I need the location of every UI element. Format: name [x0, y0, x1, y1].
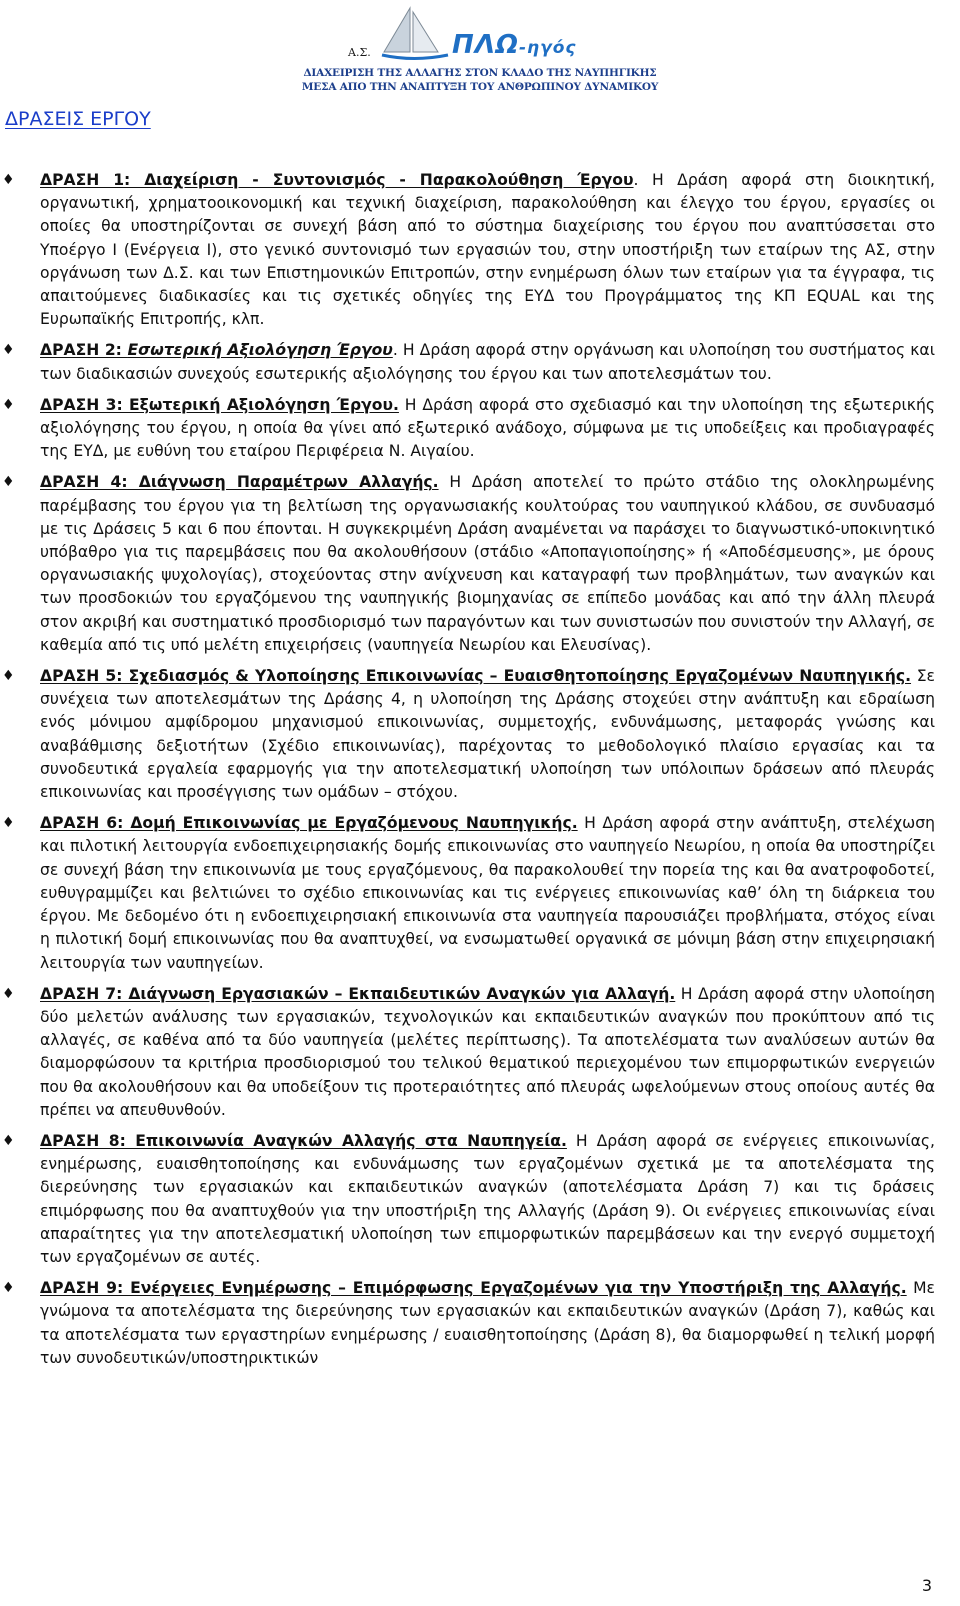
- diamond-bullet-icon: ♦: [2, 172, 15, 188]
- action-description: Η Δράση αφορά στην ανάπτυξη, στελέχωση και πιλοτική λειτουργία ενδοεπιχειρησιακής δομής επικοινωνίας στο ναυπηγείο Νεωρίου, η οποία θα υποστηρίζει σε συνεχή βάση την επικοινωνία με τους εργαζόμενους, θα παρακολουθεί την πορεία της και θα ανατροφοδοτεί, ευθυγραμμίζει και βελτιώνει το σχέδιο επικοινωνίας και τις ενέργειες επικοινωνίας καθ’ όλη τη διάρκεια του έργου. Με δεδομένο ότι η ενδοεπιχειρησιακή επικοινωνία στα ναυπηγεία παρουσιάζει προβλήματα, στόχος είναι η πιλοτική δομή επικοινωνίας που θα αναπτυχθεί, να ενσωματωθεί οργανικά σε μόνιμη βάση στην επιχειρησιακή λειτουργία των ναυπηγείων.: [40, 814, 935, 972]
- action-description: Σε συνέχεια των αποτελεσμάτων της Δράσης 4, η υλοποίηση της Δράσης στοχεύει στην ανάπτυξη και εδραίωση ενός μόνιμου αμφίδρομου μηχανισμού επικοινωνίας, συμμετοχής, ενδυνάμωσης, μεταφοράς γνώσης και αναβάθμισης δεξιοτήτων (Σχέδιο επικοινωνίας), παρέχοντας το μεθοδολογικό πλαίσιο εργασίας και τα συνοδευτικά εργαλεία εφαρμογής για την αποτελεσματική υλοποίηση των υπόλοιπων δράσεων από πλευράς επικοινωνίας και προσέγγισης των ομάδων – στόχου.: [40, 667, 935, 802]
- action-description: . Η Δράση αφορά στη διοικητική, οργανωτική, χρηματοοικονομική και τεχνική διαχείριση, παρακολούθηση και έλεγχο του έργου, εργασίες οι οποίες θα υποστηρίζονται σε συνεχή βάση από το σύστημα διαχείρισης του έργου που αναπτύσσεται στο Υποέργο Ι (Ενέργεια Ι), στο γενικό συντονισμό των εργασιών του, στην υποστήριξη των εταίρων της ΑΣ, στην οργάνωση των Δ.Σ. και των Επιστημονικών Επιτροπών, στην ενημέρωση όλων των εταίρων για τα έγγραφα, τις απαιτούμενες διαδικασίες και τις σχετικές οδηγίες της ΕΥΔ του Προγράμματος της ΚΠ EQUAL και της Ευρωπαϊκής Επιτροπής, κλπ.: [40, 171, 935, 329]
- action-title-text: ΔΡΑΣΗ 3: Εξωτερική Αξιολόγηση Έργου.: [40, 395, 399, 414]
- action-title-text: ΔΡΑΣΗ 7: Διάγνωση Εργασιακών – Εκπαιδευτικών Αναγκών για Αλλαγή.: [40, 984, 676, 1003]
- action-title: [40, 341, 393, 359]
- org-abbreviation: Α.Σ.: [348, 46, 371, 59]
- page-number: 3: [921, 1576, 932, 1595]
- logo-wordmark: [452, 30, 576, 60]
- action-title: [40, 473, 439, 491]
- logo-main: ΠΛΩ: [452, 30, 519, 60]
- action-item: [2, 665, 935, 804]
- action-title-text: ΔΡΑΣΗ 6: Δομή Επικοινωνίας με Εργαζόμενους Ναυπηγικής.: [40, 814, 578, 833]
- action-title-text: ΔΡΑΣΗ 8: Επικοινωνία Αναγκών Αλλαγής στα Ναυπηγεία.: [40, 1131, 567, 1150]
- action-title-text: ΔΡΑΣΗ 2:: [40, 341, 128, 360]
- header-subtitle-line2: ΜΕΣΑ ΑΠΟ ΤΗΝ ΑΝΑΠΤΥΞΗ ΤΟΥ ΑΝΘΡΩΠΙΝΟΥ ΔΥΝΑΜΙΚΟΥ: [301, 81, 659, 93]
- action-title-text: ΔΡΑΣΗ 5: Σχεδιασμός & Υλοποίησης Επικοινωνίας – Ευαισθητοποίησης Εργαζομένων Ναυπηγικής.: [40, 667, 912, 686]
- action-title: [40, 1132, 567, 1150]
- action-item: [2, 1277, 935, 1370]
- actions-list: [0, 169, 960, 1378]
- action-item: [2, 983, 936, 1122]
- action-title: [40, 171, 634, 189]
- action-title: [40, 396, 399, 414]
- diamond-bullet-icon: ♦: [2, 815, 15, 832]
- action-description: Η Δράση αφορά σε ενέργειες επικοινωνίας, ενημέρωσης, ευαισθητοποίησης και ενδυνάμωσης των εργαζομένων σχετικά με τα αποτελέσματα της διερεύνησης των εργασιακών και εκπαιδευτικών αναγκών (αποτελέσματα Δράση 7) και τις δράσεις επιμόρφωσης που θα αναπτυχθούν για την υποστήριξη της Αλλαγής (Δράση 9). Οι ενέργειες επικοινωνίας είναι απαραίτητες για την αποτελεσματική υλοποίηση των επιμορφωτικών παρεμβάσεων και την ενεργό συμμετοχή των εργαζομένων σε αυτές.: [40, 1131, 936, 1266]
- sailboat-logo-icon: [380, 6, 450, 64]
- action-title: [40, 1279, 907, 1297]
- action-item: [2, 394, 935, 464]
- action-item: [2, 339, 935, 385]
- action-title: [40, 985, 675, 1003]
- diamond-bullet-icon: ♦: [2, 668, 15, 685]
- diamond-bullet-icon: ♦: [2, 985, 15, 1002]
- action-title: [40, 814, 578, 832]
- page-heading: ΔΡΑΣΕΙΣ ΕΡΓΟΥ: [5, 108, 151, 130]
- action-description: Η Δράση αφορά στην υλοποίηση δύο μελετών ανάλυσης των εργασιακών, τεχνολογικών και εκπαιδευτικών αναγκών που προκύπτουν από τις αλλαγές, σε καθένα από τα δύο ναυπηγεία (μελέτες περίπτωσης). Τα αποτελέσματα των αναλύσεων αυτών θα διαμορφώσουν τα κριτήρια προσδιορισμού του τελικού θεματικού περιεχομένου των επιμορφωτικών ενεργειών που θα ακολουθήσουν και θα υποδείξουν τις προτεραιότητες από πλευράς ωφελούμενων στους οποίους αυτές θα πρέπει να απευθυνθούν.: [40, 984, 936, 1119]
- diamond-bullet-icon: ♦: [2, 1132, 15, 1149]
- action-title-text: ΔΡΑΣΗ 4: Διάγνωση Παραμέτρων Αλλαγής.: [40, 473, 439, 492]
- action-title-italic: Εσωτερική Αξιολόγηση Έργου: [127, 341, 393, 360]
- diamond-bullet-icon: ♦: [2, 474, 15, 491]
- action-title-text: ΔΡΑΣΗ 9: Ενέργειες Ενημέρωσης – Επιμόρφωσης Εργαζομένων για την Υποστήριξη της Αλλαγής.: [40, 1279, 907, 1298]
- action-title-text: ΔΡΑΣΗ 1: Διαχείριση - Συντονισμός - Παρακολούθηση Έργου: [40, 171, 634, 189]
- diamond-bullet-icon: ♦: [2, 396, 15, 413]
- page-header: [300, 6, 660, 96]
- action-description: Η Δράση αφορά στο σχεδιασμό και την υλοποίηση της εξωτερικής αξιολόγησης του έργου, η οποία θα γίνει από εξωτερικό ανάδοχο, σύμφωνα με τις υποδείξεις και προδιαγραφές της ΕΥΔ, με ευθύνη του εταίρου Περιφέρεια Ν. Αιγαίου.: [40, 395, 935, 461]
- diamond-bullet-icon: ♦: [2, 1280, 15, 1297]
- action-description: Με γνώμονα τα αποτελέσματα της διερεύνησης των εργασιακών και εκπαιδευτικών αναγκών (Δράση 7), καθώς και τα αποτελέσματα των εργαστηρίων ενημέρωσης / ευαισθητοποίησης (Δράση 8), θα διαμορφωθεί η τελική μορφή των συνοδευτικών/υποστηρικτικών: [40, 1279, 935, 1367]
- action-description: Η Δράση αποτελεί το πρώτο στάδιο της ολοκληρωμένης παρέμβασης του έργου για τη βελτίωση της οργανωσιακής κουλτούρας του ναυπηγικού κλάδου, σε συνδυασμό με τις Δράσεις 5 και 6 που έπονται. Η συγκεκριμένη Δράση αναμένεται να παράσχει το διαγνωστικό-υποκινητικό υπόβαθρο για τις παρεμβάσεις που θα ακολουθήσουν (στάδιο «Αποπαγιοποίησης» ή «Αποδέσμευσης», με όρους οργανωσιακής ψυχολογίας), στοχεύοντας στην ανίχνευση και καταγραφή των προβλημάτων, των αναγκών και των προσδοκιών του εργαζόμενου της ναυπηγικής βιομηχανίας σε επίπεδο μονάδας και από την άλλη πλευρά στον ακριβή και συστηματικό προσδιορισμό των παραγόντων και των συνιστωσών που συνιστούν την Αλλαγή, σε καθεμία από τις υπό μελέτη επιχειρήσεις (ναυπηγεία Νεωρίου και Ελευσίνας).: [40, 473, 935, 654]
- action-item: [2, 471, 935, 657]
- action-title: [40, 667, 911, 685]
- action-item: [2, 169, 935, 331]
- header-subtitle-line1: ΔΙΑΧΕΙΡΙΣΗ ΤΗΣ ΑΛΛΑΓΗΣ ΣΤΟΝ ΚΛΑΔΟ ΤΗΣ ΝΑΥΠΗΓΙΚΗΣ: [303, 67, 657, 79]
- action-item: [2, 812, 935, 974]
- action-item: [2, 1130, 936, 1269]
- logo-suffix: -ηγός: [518, 38, 577, 58]
- diamond-bullet-icon: ♦: [2, 342, 15, 359]
- action-description: . Η Δράση αφορά στην οργάνωση και υλοποίηση του συστήματος και των διαδικασιών συνεχούς εσωτερικής αξιολόγησης του έργου και των αποτελεσμάτων του.: [40, 341, 935, 383]
